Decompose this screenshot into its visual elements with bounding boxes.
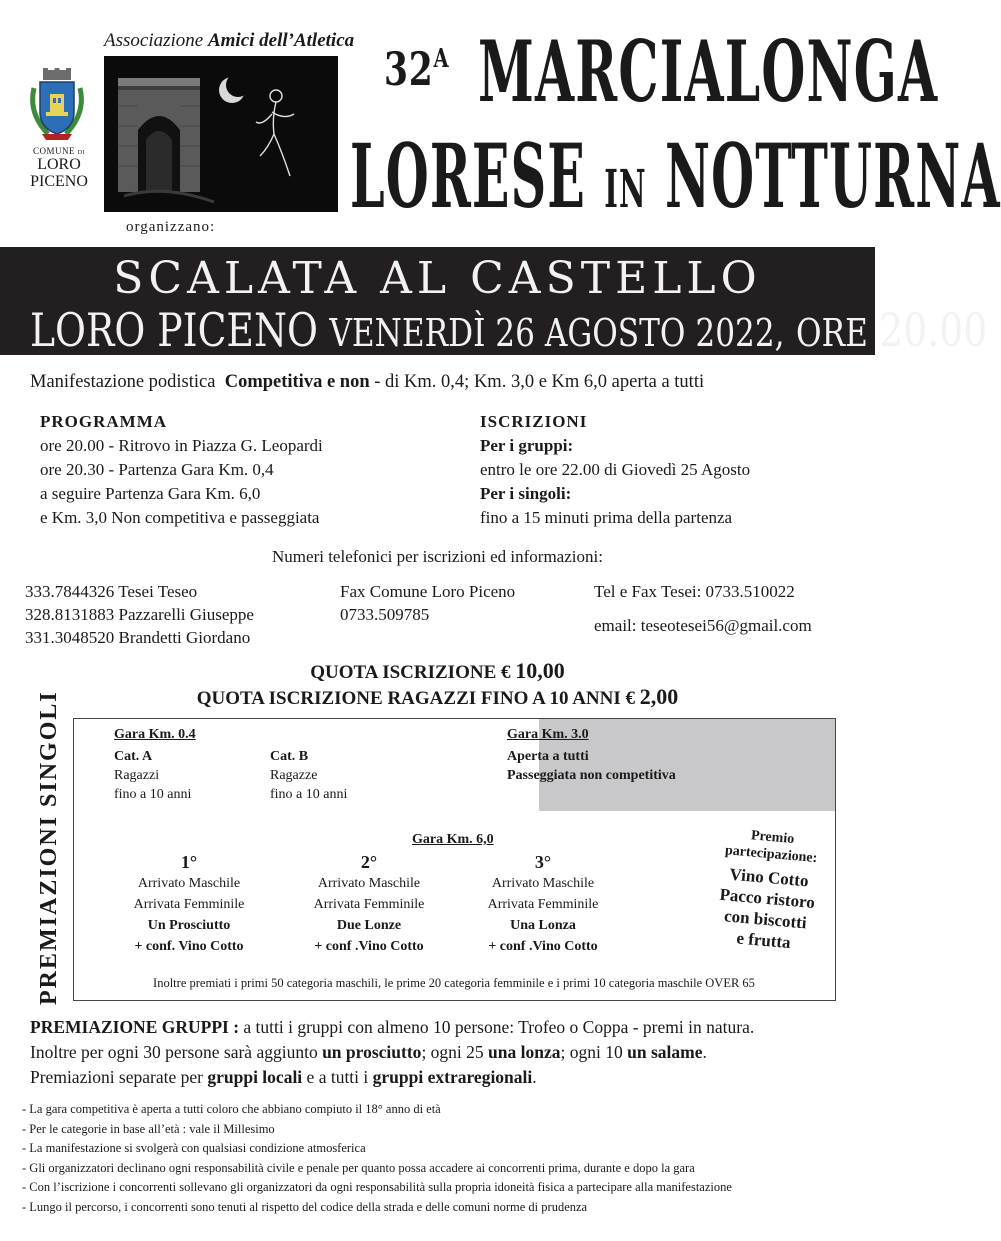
programma-heading: PROGRAMMA	[40, 412, 168, 431]
comune-label: COMUNE DI LORO PICENO	[30, 146, 88, 190]
rule-item: - Lungo il percorso, i concorrenti sono tenuti al rispetto del codice della strada e delle comuni norme di prudenza	[22, 1199, 588, 1214]
organizzano-label: organizzano:	[126, 219, 216, 235]
place-1-block: 1° Arrivato Maschile Arrivata Femminile Un Prosciutto + conf. Vino Cotto	[133, 852, 245, 954]
iscrizioni-gruppi-label: Per i gruppi:	[480, 436, 574, 455]
fee-standard: QUOTA ISCRIZIONE € 10,00	[310, 658, 565, 683]
iscrizioni-heading: ISCRIZIONI	[480, 412, 588, 431]
cat-a-block: Cat. A Ragazzi fino a 10 anni	[114, 749, 192, 802]
place-2-block: 2° Arrivato Maschile Arrivata Femminile Due Lonze + conf .Vino Cotto	[313, 852, 425, 954]
gara-6km-title: Gara Km. 6,0	[412, 832, 494, 847]
tel-fax: Tel e Fax Tesei: 0733.510022	[594, 582, 795, 601]
association-name: Associazione Amici dell’Atletica	[104, 30, 355, 51]
tel-email-info	[594, 580, 812, 637]
premio-partecipazione: Premio partecipazione: Vino Cotto Pacco ristoro con biscotti e frutta	[718, 828, 818, 953]
gara-04-block: Gara Km. 0.4	[114, 727, 196, 742]
iscrizioni-singoli-label: Per i singoli:	[480, 484, 572, 503]
rule-item: - Gli organizzatori declinano ogni responsabilità civile e penale per quanto possa accadere ai concorrenti prima, durante e dopo la gara	[22, 1160, 695, 1175]
phone-entry: 331.3048520 Brandetti Giordano	[25, 628, 251, 647]
phone-entry: 333.7844326 Tesei Teseo	[25, 582, 198, 601]
programma-section	[40, 410, 323, 530]
event-place-date: LORO PICENO VENERDÌ 26 AGOSTO 2022, ORE 20.00	[30, 303, 988, 357]
programma-line: a seguire Partenza Gara Km. 6,0	[40, 484, 261, 503]
rule-item: - La gara competitiva è aperta a tutti coloro che abbiano compiuto il 18° anno di età	[22, 1102, 441, 1116]
rule-item: - La manifestazione si svolgerà con qualsiasi condizione atmosferica	[22, 1141, 366, 1155]
programma-line: ore 20.30 - Partenza Gara Km. 0,4	[40, 460, 274, 479]
email-address: email: teseotesei56@gmail.com	[594, 616, 812, 635]
fax-info: Fax Comune Loro Piceno 0733.509785	[340, 582, 516, 624]
edition-number: $32^A$	[384, 42, 450, 96]
fee-youth: QUOTA ISCRIZIONE RAGAZZI FINO A 10 ANNI € 2,00	[196, 684, 679, 709]
phone-list	[25, 580, 254, 649]
gara-3km-block: Gara Km. 3.0 Aperta a tutti Passeggiata non competitiva	[507, 727, 676, 783]
iscrizioni-gruppi-text: entro le ore 22.00 di Giovedì 25 Agosto	[480, 460, 751, 479]
contacts-heading: Numeri telefonici per iscrizioni ed informazioni:	[272, 547, 603, 566]
rule-item: - Con l’iscrizione i concorrenti sollevano gli organizzatori da ogni responsabilità sulla propria idoneità fisica a partecipare alla manifestazione	[22, 1180, 732, 1194]
programma-line: e Km. 3,0 Non competitiva e passeggiata	[40, 508, 320, 527]
group-prizes: PREMIAZIONE GRUPPI : a tutti i gruppi con almeno 10 persone: Trofeo o Coppa - premi in natura. Inoltre per ogni 30 persone sarà aggiunto un prosciutto; ogni 25 una lonza; ogni 10 un salame. Premiazioni separate per gruppi locali e a tutti i gruppi extraregionali.	[30, 1017, 755, 1087]
event-title-line1: MARCIALONGA	[478, 22, 939, 121]
event-title-line2: LORESE IN NOTTURNA	[350, 124, 1001, 228]
event-subtitle: SCALATA AL CASTELLO	[113, 253, 762, 304]
iscrizioni-singoli-text: fino a 15 minuti prima della partenza	[480, 508, 733, 527]
rules-list	[22, 1100, 732, 1217]
night-castle-photo	[104, 56, 338, 212]
additional-prizes-note: Inoltre premiati i primi 50 categoria maschili, le prime 20 categoria femminile e i primi 10 categoria maschile OVER 65	[153, 976, 755, 990]
cat-b-block: Cat. B Ragazze fino a 10 anni	[270, 749, 348, 802]
place-3-block: 3° Arrivato Maschile Arrivata Femminile Una Lonza + conf .Vino Cotto	[487, 852, 599, 954]
phone-entry: 328.8131883 Pazzarelli Giuseppe	[25, 605, 254, 624]
prizes-table	[73, 718, 836, 1001]
prizes-vertical-title: PREMIAZIONI SINGOLI	[36, 690, 62, 1005]
programma-line: ore 20.00 - Ritrovo in Piazza G. Leopardi	[40, 436, 323, 455]
event-banner	[0, 247, 988, 357]
comune-crest-logo	[28, 68, 86, 142]
rule-item: - Per le categorie in base all’età : vale il Millesimo	[22, 1121, 275, 1136]
iscrizioni-section	[480, 410, 750, 530]
event-intro: Manifestazione podistica Competitiva e non - di Km. 0,4; Km. 3,0 e Km 6,0 aperta a tutti	[30, 372, 705, 392]
